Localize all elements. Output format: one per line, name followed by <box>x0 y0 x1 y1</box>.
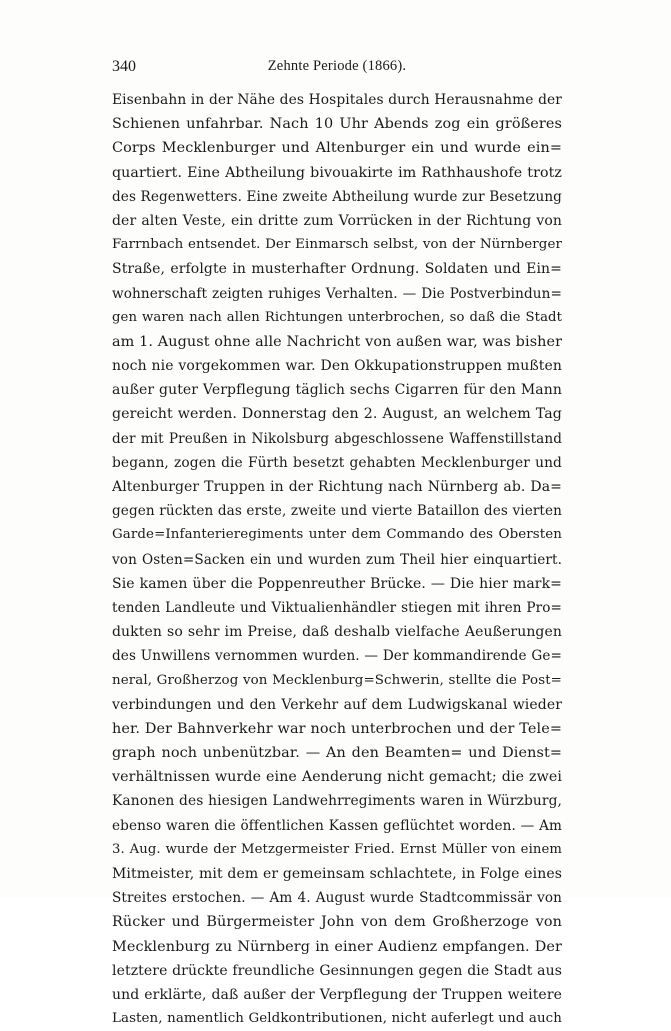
text-line: Farrnbach entsendet. Der Einmarsch selbst, von der Nürnberger <box>112 237 562 253</box>
text-line: gereicht werden. Donnerstag den 2. August, an welchem Tag <box>112 406 562 423</box>
text-line: Altenburger Truppen in der Richtung nach Nürnberg ab. Da= <box>112 479 562 495</box>
text-line: noch nie vorgekommen war. Den Okkupationstruppen mußten <box>112 358 562 375</box>
text-line: Streites erstochen. — Am 4. August wurde Stadtcommissär von <box>112 890 562 907</box>
text-line: ebenso waren die öffentlichen Kassen geflüchtet worden. — Am <box>112 817 562 834</box>
text-line: Sie kamen über die Poppenreuther Brücke. — Die hier mark= <box>112 575 562 592</box>
text-line: Mecklenburg zu Nürnberg in einer Audienz empfangen. Der <box>112 938 562 955</box>
text-line: Kanonen des hiesigen Landwehrregiments waren in Würzburg, <box>112 793 562 810</box>
running-header <box>112 58 562 80</box>
text-line: tenden Landleute und Viktualienhändler stiegen mit ihren Pro= <box>112 599 562 616</box>
text-line: graph noch unbenützbar. — An den Beamten= und Dienst= <box>112 745 562 762</box>
text-line: Mitmeister, mit dem er gemeinsam schlachtete, in Folge eines <box>112 866 562 882</box>
text-line: Lasten, namentlich Geldkontributionen, nicht auferlegt und auch <box>112 1011 562 1027</box>
text-line: von Osten=Sacken ein und wurden zum Theil hier einquartiert. <box>112 551 562 568</box>
text-line: Eisenbahn in der Nähe des Hospitales durch Herausnahme der <box>112 92 562 108</box>
text-line: letztere drückte freundliche Gesinnungen gegen die Stadt aus <box>112 962 562 979</box>
text-line: Schienen unfahrbar. Nach 10 Uhr Abends zog ein größeres <box>112 116 562 133</box>
text-line: außer guter Verpflegung täglich sechs Cigarren für den Mann <box>112 382 562 399</box>
text-line: gegen rückten das erste, zweite und vierte Bataillon des vierten <box>112 503 562 520</box>
text-line: Rücker und Bürgermeister John von dem Großherzoge von <box>112 914 562 931</box>
text-line: am 1. August ohne alle Nachricht von außen war, was bisher <box>112 333 562 350</box>
text-line: der mit Preußen in Nikolsburg abgeschlossene Waffenstillstand <box>112 430 562 447</box>
text-line: Straße, erfolgte in musterhafter Ordnung. Soldaten und Ein= <box>112 261 562 278</box>
text-line: Corps Mecklenburger und Altenburger ein und wurde ein= <box>112 140 562 157</box>
text-line: verhältnissen wurde eine Aenderung nicht gemacht; die zwei <box>112 769 562 786</box>
text-line: quartiert. Eine Abtheilung bivouakirte im Rathhaushofe trotz <box>112 164 562 181</box>
text-line: gen waren nach allen Richtungen unterbrochen, so daß die Stadt <box>112 309 562 325</box>
body-text <box>112 88 562 1031</box>
text-line: 3. Aug. wurde der Metzgermeister Fried. Ernst Müller von einem <box>112 841 562 857</box>
text-line: Garde=Infanterieregiments unter dem Commando des Obersten <box>112 527 562 543</box>
text-line: des Regenwetters. Eine zweite Abtheilung wurde zur Besetzung <box>112 188 562 205</box>
text-line: der alten Veste, ein dritte zum Vorrücken in der Richtung von <box>112 212 562 229</box>
text-line: begann, zogen die Fürth besetzt gehabten Mecklenburger und <box>112 454 562 471</box>
text-line: wohnerschaft zeigten ruhiges Verhalten. — Die Postverbindun= <box>112 285 562 302</box>
chapter-title: Zehnte Periode (1866). <box>267 58 407 74</box>
page-number: 340 <box>112 58 136 75</box>
text-line: her. Der Bahnverkehr war noch unterbrochen und der Tele= <box>112 720 562 737</box>
text-line: neral, Großherzog von Mecklenburg=Schwerin, stellte die Post= <box>112 672 562 688</box>
text-line: und erklärte, daß außer der Verpflegung der Truppen weitere <box>112 986 562 1003</box>
text-line: des Unwillens vernommen wurden. — Der kommandirende Ge= <box>112 648 562 665</box>
text-line: verbindungen und den Verkehr auf dem Ludwigskanal wieder <box>112 696 562 713</box>
text-line: dukten so sehr im Preise, daß deshalb vielfache Aeußerungen <box>112 624 562 641</box>
